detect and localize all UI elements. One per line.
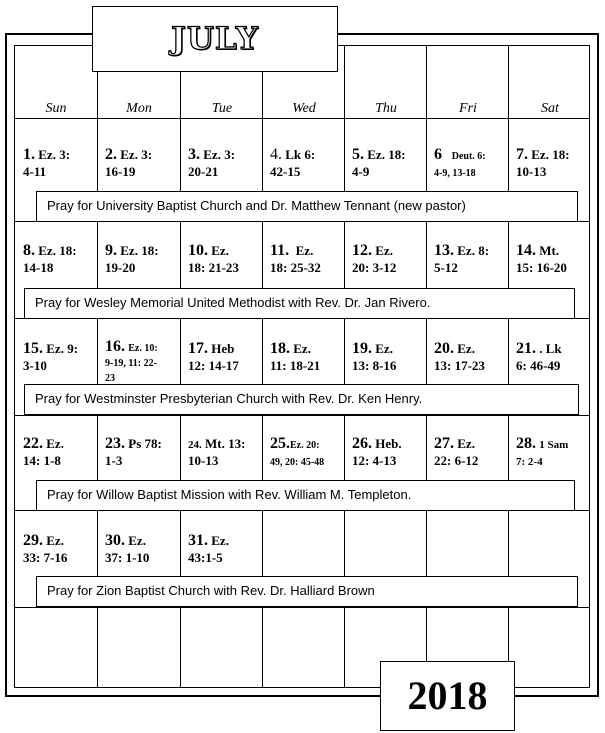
day-reading: 4-9 <box>352 164 370 179</box>
day-number: 4. <box>270 146 282 163</box>
day-number: 6 <box>434 146 442 163</box>
day-cell-10 <box>188 242 239 276</box>
day-reading: 1-3 <box>105 453 123 468</box>
prayer-banner: Pray for Westminster Presbyterian Church with Rev. Dr. Ken Henry. <box>24 384 579 415</box>
day-cell-24 <box>188 435 245 469</box>
day-cell-19 <box>352 340 396 374</box>
day-reading: 12: 4-13 <box>352 453 397 468</box>
grid-line <box>14 607 590 608</box>
day-reading: 4-11 <box>23 164 47 179</box>
day-reading: 49, 20: 45-48 <box>270 457 325 468</box>
day-reading: 7: 2-4 <box>516 456 543 468</box>
day-number: 31. <box>188 532 208 549</box>
day-reading: 18: 25-32 <box>270 260 321 275</box>
day-cell-6 <box>434 146 486 180</box>
day-reading: 10-13 <box>188 453 219 468</box>
day-cell-17 <box>188 340 239 374</box>
day-number: 17. <box>188 340 208 357</box>
day-reading: Ez. 9: <box>46 341 79 356</box>
day-reading: Ez. 3: <box>38 147 71 162</box>
day-reading: Ez. <box>457 436 475 451</box>
day-reading: Ez. 18: <box>38 243 77 258</box>
day-number: 24. <box>188 439 202 451</box>
day-reading: Ez. <box>295 243 314 258</box>
day-number: 27. <box>434 435 454 452</box>
day-reading: Ez. <box>211 533 229 548</box>
day-cell-9 <box>105 242 159 276</box>
day-reading: 1 Sam <box>539 439 569 451</box>
day-reading: 12: 14-17 <box>188 358 239 373</box>
day-cell-5 <box>352 146 406 180</box>
day-cell-29 <box>23 532 67 566</box>
day-reading: Ez. 18: <box>531 147 570 162</box>
day-number: 28. <box>516 435 536 452</box>
prayer-banner: Pray for Zion Baptist Church with Rev. Dr. Halliard Brown <box>36 576 578 607</box>
day-reading: Ez. <box>375 341 393 356</box>
weekday-mon: Mon <box>126 101 152 116</box>
day-cell-11 <box>270 242 321 276</box>
day-cell-30 <box>105 532 149 566</box>
day-cell-16 <box>105 340 158 385</box>
year-label: 2018 <box>407 673 488 718</box>
day-number: 30. <box>105 532 125 549</box>
day-reading: 4-9, 13-18 <box>434 168 476 179</box>
day-reading: 22: 6-12 <box>434 453 479 468</box>
day-reading: 14: 1-8 <box>23 453 61 468</box>
day-number: 23. <box>105 435 125 452</box>
day-reading: Ez. <box>46 436 64 451</box>
day-reading: Mt. 13: <box>205 436 246 451</box>
day-reading: Lk 6: <box>285 147 316 162</box>
day-reading: Ez. 8: <box>457 243 490 258</box>
day-reading: Mt. <box>539 243 560 258</box>
day-number: 22. <box>23 435 43 452</box>
day-number: 9. <box>105 242 117 259</box>
prayer-banner: Pray for Willow Baptist Mission with Rev. William M. Templeton. <box>36 480 575 511</box>
day-reading: 20-21 <box>188 164 219 179</box>
day-cell-1 <box>23 146 70 180</box>
day-reading: Ez. <box>211 243 229 258</box>
day-number: 26. <box>352 435 372 452</box>
day-number: 13. <box>434 242 454 259</box>
day-reading: 16-19 <box>105 164 136 179</box>
weekday-sun: Sun <box>45 101 67 116</box>
day-reading: 43:1-5 <box>188 550 223 565</box>
day-reading: 6: 46-49 <box>516 358 561 373</box>
day-cell-7 <box>516 146 570 180</box>
weekday-tue: Tue <box>211 101 233 116</box>
year-box <box>380 661 515 731</box>
day-number: 29. <box>23 532 43 549</box>
day-cell-15 <box>23 340 78 374</box>
day-number: 25. <box>270 435 290 452</box>
month-title: JULY <box>171 21 259 57</box>
day-reading: Ez. 3: <box>120 147 153 162</box>
day-number: 15. <box>23 340 43 357</box>
day-reading: 13: 17-23 <box>434 358 485 373</box>
day-number: 20. <box>434 340 454 357</box>
day-number: 2. <box>105 146 117 163</box>
day-reading: Ez. <box>293 341 311 356</box>
day-cell-21 <box>516 340 562 374</box>
weekday-wed: Wed <box>292 101 316 116</box>
day-number: 12. <box>352 242 372 259</box>
day-cell-3 <box>188 146 235 180</box>
day-reading: Ez. 20: <box>290 440 320 451</box>
weekday-fri: Fri <box>459 101 477 116</box>
day-reading: 3-10 <box>23 358 47 373</box>
day-reading: 18: 21-23 <box>188 260 239 275</box>
day-number: 10. <box>188 242 208 259</box>
grid-line <box>14 415 590 416</box>
day-number: 19. <box>352 340 372 357</box>
day-number: 18. <box>270 340 290 357</box>
day-cell-26 <box>352 435 402 469</box>
day-reading: 10-13 <box>516 164 547 179</box>
day-cell-2 <box>105 146 152 180</box>
day-cell-20 <box>434 340 485 374</box>
day-number: 11. <box>270 242 290 259</box>
day-number: 5. <box>352 146 364 163</box>
day-reading: 13: 8-16 <box>352 358 397 373</box>
day-reading: 19-20 <box>105 260 136 275</box>
prayer-banner: Pray for Wesley Memorial United Methodist with Rev. Dr. Jan Rivero. <box>24 288 575 319</box>
day-cell-4 <box>270 146 315 180</box>
day-reading: 9-19, 11: 22- <box>105 358 157 369</box>
day-cell-8 <box>23 242 77 276</box>
day-cell-12 <box>352 242 396 276</box>
day-cell-27 <box>434 435 478 469</box>
day-reading: 14-18 <box>23 260 54 275</box>
day-reading: 37: 1-10 <box>105 550 150 565</box>
day-reading: 15: 16-20 <box>516 260 567 275</box>
day-reading: Ez. <box>457 341 475 356</box>
day-number: 7. <box>516 146 528 163</box>
day-number: 1. <box>23 146 35 163</box>
day-number: 21. <box>516 340 536 357</box>
weekday-thu: Thu <box>375 101 397 116</box>
day-reading: Ez. 18: <box>367 147 406 162</box>
day-reading: 23 <box>105 373 115 384</box>
day-reading: Ez. <box>46 533 64 548</box>
day-reading: Ez. <box>128 533 146 548</box>
day-reading: Ez. 18: <box>120 243 159 258</box>
weekday-sat: Sat <box>541 101 559 116</box>
day-reading: 20: 3-12 <box>352 260 397 275</box>
day-reading: Ps 78: <box>128 436 162 451</box>
grid-line <box>14 118 590 119</box>
day-cell-31 <box>188 532 229 566</box>
day-cell-25 <box>270 435 324 469</box>
day-reading: Deut. 6: <box>451 151 486 162</box>
day-reading: . Lk <box>539 341 562 356</box>
day-reading: Ez. 10: <box>128 343 158 354</box>
day-cell-23 <box>105 435 162 469</box>
day-reading: Ez. <box>375 243 393 258</box>
day-cell-14 <box>516 242 567 276</box>
day-reading: 42-15 <box>270 164 301 179</box>
day-cell-28 <box>516 435 568 469</box>
month-title-box <box>92 6 338 72</box>
day-reading: 5-12 <box>434 260 458 275</box>
day-number: 14. <box>516 242 536 259</box>
day-reading: 11: 18-21 <box>270 358 321 373</box>
day-number: 3. <box>188 146 200 163</box>
day-reading: 33: 7-16 <box>23 550 68 565</box>
day-reading: Ez. 3: <box>203 147 236 162</box>
day-cell-13 <box>434 242 489 276</box>
prayer-banner: Pray for University Baptist Church and Dr. Matthew Tennant (new pastor) <box>36 191 578 222</box>
day-reading: Heb <box>211 341 235 356</box>
day-cell-22 <box>23 435 64 469</box>
day-cell-18 <box>270 340 320 374</box>
day-number: 8. <box>23 242 35 259</box>
day-number: 16. <box>105 338 125 355</box>
day-reading: Heb. <box>375 436 402 451</box>
